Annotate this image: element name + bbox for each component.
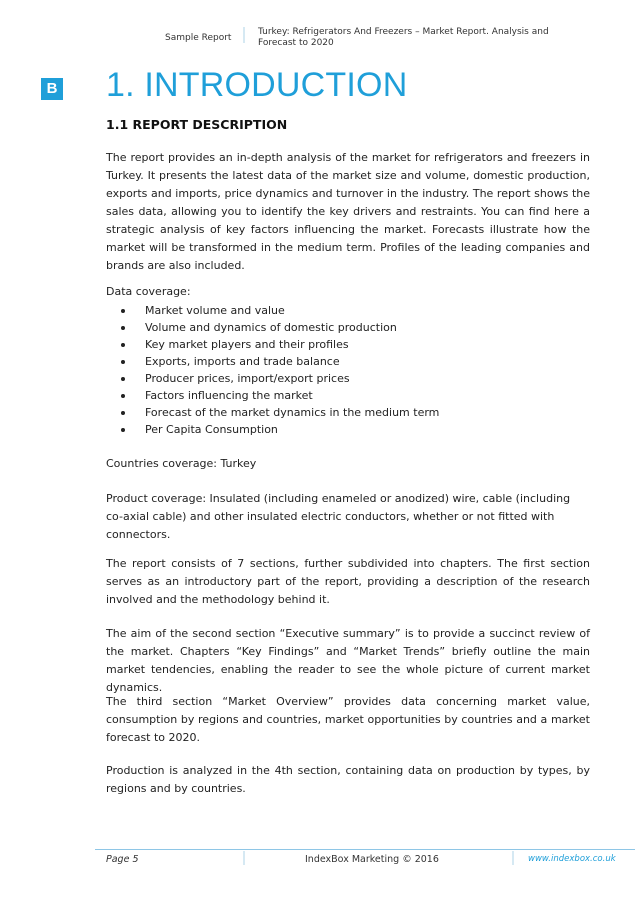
chapter-title: 1. INTRODUCTION (106, 66, 408, 104)
footer-copyright: IndexBox Marketing © 2016 (305, 854, 439, 865)
website-link[interactable]: www.indexbox.co.uk (528, 854, 616, 864)
header-divider (243, 27, 245, 43)
bullet-icon (121, 360, 125, 364)
bullet-icon (121, 343, 125, 347)
countries-coverage: Countries coverage: Turkey (106, 457, 257, 470)
brand-logo-icon: B (41, 78, 63, 100)
list-item-text: Per Capita Consumption (145, 423, 278, 436)
list-item (106, 302, 439, 319)
list-item (106, 421, 439, 438)
list-item-text: Market volume and value (145, 304, 285, 317)
header-report-type: Sample Report (165, 33, 232, 43)
market-overview-paragraph: The third section “Market Overview” provides data concerning market value, consumption by regions and countries, market opportunities by countries and a market forecast to 2020. (106, 695, 590, 744)
page-number: Page 5 (106, 854, 139, 865)
list-item (106, 404, 439, 421)
bullet-icon (121, 394, 125, 398)
footer-rule (95, 849, 635, 850)
list-item (106, 319, 439, 336)
bullet-icon (121, 309, 125, 313)
bullet-icon (121, 411, 125, 415)
production-paragraph: Production is analyzed in the 4th section, containing data on production by types, by regions and by countries. (106, 764, 590, 795)
executive-summary-paragraph: The aim of the second section “Executive summary” is to provide a succinct review of the market. Chapters “Key Findings” and “Market Trends” briefly outline the main market tendencies, enabling the reader to see the whole picture of current market dynamics. (106, 627, 590, 694)
product-coverage: Product coverage: Insulated (including enameled or anodized) wire, cable (including co-axial cable) and other insulated electric conductors, whether or not fitted with connectors. (106, 492, 571, 541)
list-item-text: Key market players and their profiles (145, 338, 349, 351)
list-item (106, 387, 439, 404)
bullet-icon (121, 377, 125, 381)
list-item-text: Producer prices, import/export prices (145, 372, 350, 385)
list-item (106, 353, 439, 370)
section-title: 1.1 REPORT DESCRIPTION (106, 117, 288, 132)
list-item (106, 336, 439, 353)
list-item-text: Volume and dynamics of domestic production (145, 321, 397, 334)
header-report-title: Turkey: Refrigerators And Freezers – Market Report. Analysis and Forecast to 2020 (258, 27, 549, 48)
list-item-text: Forecast of the market dynamics in the medium term (145, 406, 440, 419)
list-item-text: Exports, imports and trade balance (145, 355, 340, 368)
list-item-text: Factors influencing the market (145, 389, 313, 402)
footer-divider (512, 851, 514, 865)
list-item (106, 370, 439, 387)
intro-paragraph: The report provides an in-depth analysis of the market for refrigerators and freezers in Turkey. It presents the latest data of the market size and volume, domestic production, exports and imports, price dynamics and turnover in the industry. The report shows the sales data, allowing you to identify the key drivers and restraints. You can find here a strategic analysis of key factors influencing the market. Forecasts illustrate how the market will be transformed in the medium term. Profiles of the leading companies and brands are also included. (106, 151, 590, 272)
bullet-icon (121, 428, 125, 432)
data-coverage-label: Data coverage: (106, 285, 191, 298)
bullet-icon (121, 326, 125, 330)
footer-divider (243, 851, 245, 865)
data-coverage-list (106, 302, 439, 438)
sections-paragraph: The report consists of 7 sections, further subdivided into chapters. The first section serves as an introductory part of the report, providing a description of the research involved and the methodology behind it. (106, 557, 590, 606)
